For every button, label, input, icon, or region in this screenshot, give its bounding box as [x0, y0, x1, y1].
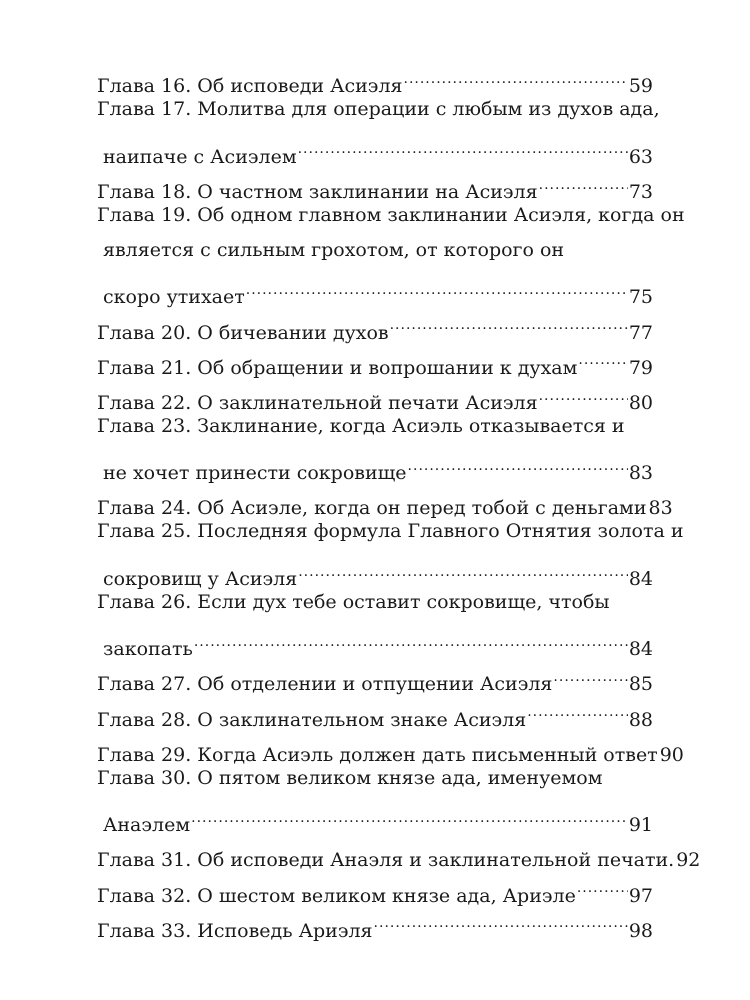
toc-page-number: 77 — [628, 321, 653, 344]
toc-page-number: 91 — [628, 814, 653, 837]
toc-entry-line — [97, 585, 653, 620]
toc-entry-title: наипаче с Асиэлем — [103, 145, 297, 168]
toc-entry-title: Глава 29. Когда Асиэль должен дать письменный ответ — [97, 743, 658, 766]
toc-page-number: 83 — [628, 462, 653, 485]
toc-entry-title: закопать — [103, 638, 193, 661]
dot-leader — [298, 127, 628, 162]
toc-page-number: 75 — [628, 286, 653, 309]
toc-entry-title: Глава 20. О бичевании духов — [97, 321, 389, 344]
toc-entry-title: Глава 26. Если дух тебе оставит сокровище, чтобы — [97, 590, 610, 613]
toc-page-number: 59 — [628, 75, 653, 98]
toc-entry-line — [97, 514, 684, 549]
toc-entry — [97, 796, 653, 837]
dot-leader — [404, 57, 628, 92]
toc-entry — [97, 550, 653, 590]
toc-entry-title: Глава 27. Об отделении и отпущении Асиэля — [97, 673, 553, 696]
toc-entry-title: Глава 22. О заклинательной печати Асиэля — [97, 391, 538, 414]
toc-entry-title: Глава 24. Об Асиэле, когда он перед тобой с деньгами — [97, 497, 647, 520]
toc-entry-line — [97, 761, 653, 796]
toc-page-number: 63 — [628, 145, 653, 168]
toc-page-number: 84 — [628, 567, 653, 590]
dot-leader — [194, 620, 628, 655]
toc-page-number: 90 — [659, 743, 684, 766]
toc-entry — [97, 57, 653, 98]
dot-leader — [191, 796, 628, 831]
toc-entry-title: Глава 30. О пятом великом князе ада, именуемом — [97, 766, 603, 789]
dot-leader — [527, 690, 628, 725]
toc-entry-title: Глава 28. О заклинательном знаке Асиэля — [97, 708, 527, 731]
toc-entry-title: Анаэлем — [103, 814, 191, 837]
toc-entry-title: является с сильным грохотом, от которого он — [103, 238, 565, 261]
toc-entry-title: Глава 25. Последняя формула Главного Отнятия золота и — [97, 520, 684, 543]
toc-page-number: 88 — [628, 708, 653, 731]
toc-entry — [97, 268, 653, 309]
toc-entry-title: Глава 23. Заклинание, когда Асиэль отказывается и — [97, 414, 625, 437]
table-of-contents — [97, 57, 701, 942]
toc-page-number: 79 — [628, 356, 653, 379]
toc-page-number: 92 — [676, 849, 701, 872]
toc-entry-line — [97, 92, 660, 127]
toc-page-number: 85 — [628, 673, 653, 696]
toc-entry-title: Глава 32. О шестом великом князе ада, Ариэле — [97, 884, 576, 907]
dot-leader — [539, 163, 628, 198]
dot-leader — [298, 550, 628, 585]
toc-entry-title: Глава 21. Об обращении и вопрошании к духам — [97, 356, 578, 379]
dot-leader — [577, 866, 628, 901]
toc-entry-title: Глава 17. Молитва для операции с любым из духов ада, — [97, 98, 660, 121]
toc-entry-title: сокровищ у Асиэля — [103, 567, 298, 590]
toc-entry-title: Глава 31. Об исповеди Анаэля и заклинательной печати. — [97, 849, 675, 872]
toc-entry — [97, 444, 653, 485]
toc-page-number: 84 — [628, 638, 653, 661]
toc-page-number: 97 — [628, 884, 653, 907]
toc-entry-line — [97, 233, 653, 268]
toc-entry-title: не хочет принести сокровище — [103, 462, 407, 485]
dot-leader — [553, 655, 627, 690]
dot-leader — [408, 444, 628, 479]
toc-page-number: 98 — [628, 919, 653, 942]
toc-page-number: 73 — [628, 180, 653, 203]
toc-entry-line — [97, 198, 685, 233]
toc-entry — [97, 127, 653, 168]
toc-entry-line — [97, 409, 653, 444]
dot-leader — [390, 303, 628, 338]
toc-page-number: 83 — [648, 497, 673, 520]
toc-entry-title: Глава 19. Об одном главном заклинании Асиэля, когда он — [97, 203, 685, 226]
dot-leader — [539, 374, 628, 409]
toc-page-number: 80 — [628, 391, 653, 414]
toc-entry-title: Глава 18. О частном заклинании на Асиэля — [97, 180, 538, 203]
toc-entry-title: Глава 16. Об исповеди Асиэля — [97, 75, 403, 98]
dot-leader — [578, 339, 627, 374]
dot-leader — [246, 268, 628, 303]
toc-entry-title: Глава 33. Исповедь Ариэля — [97, 919, 373, 942]
toc-entry-title: скоро утихает — [103, 286, 245, 309]
dot-leader — [374, 902, 628, 937]
toc-entry — [97, 620, 653, 661]
